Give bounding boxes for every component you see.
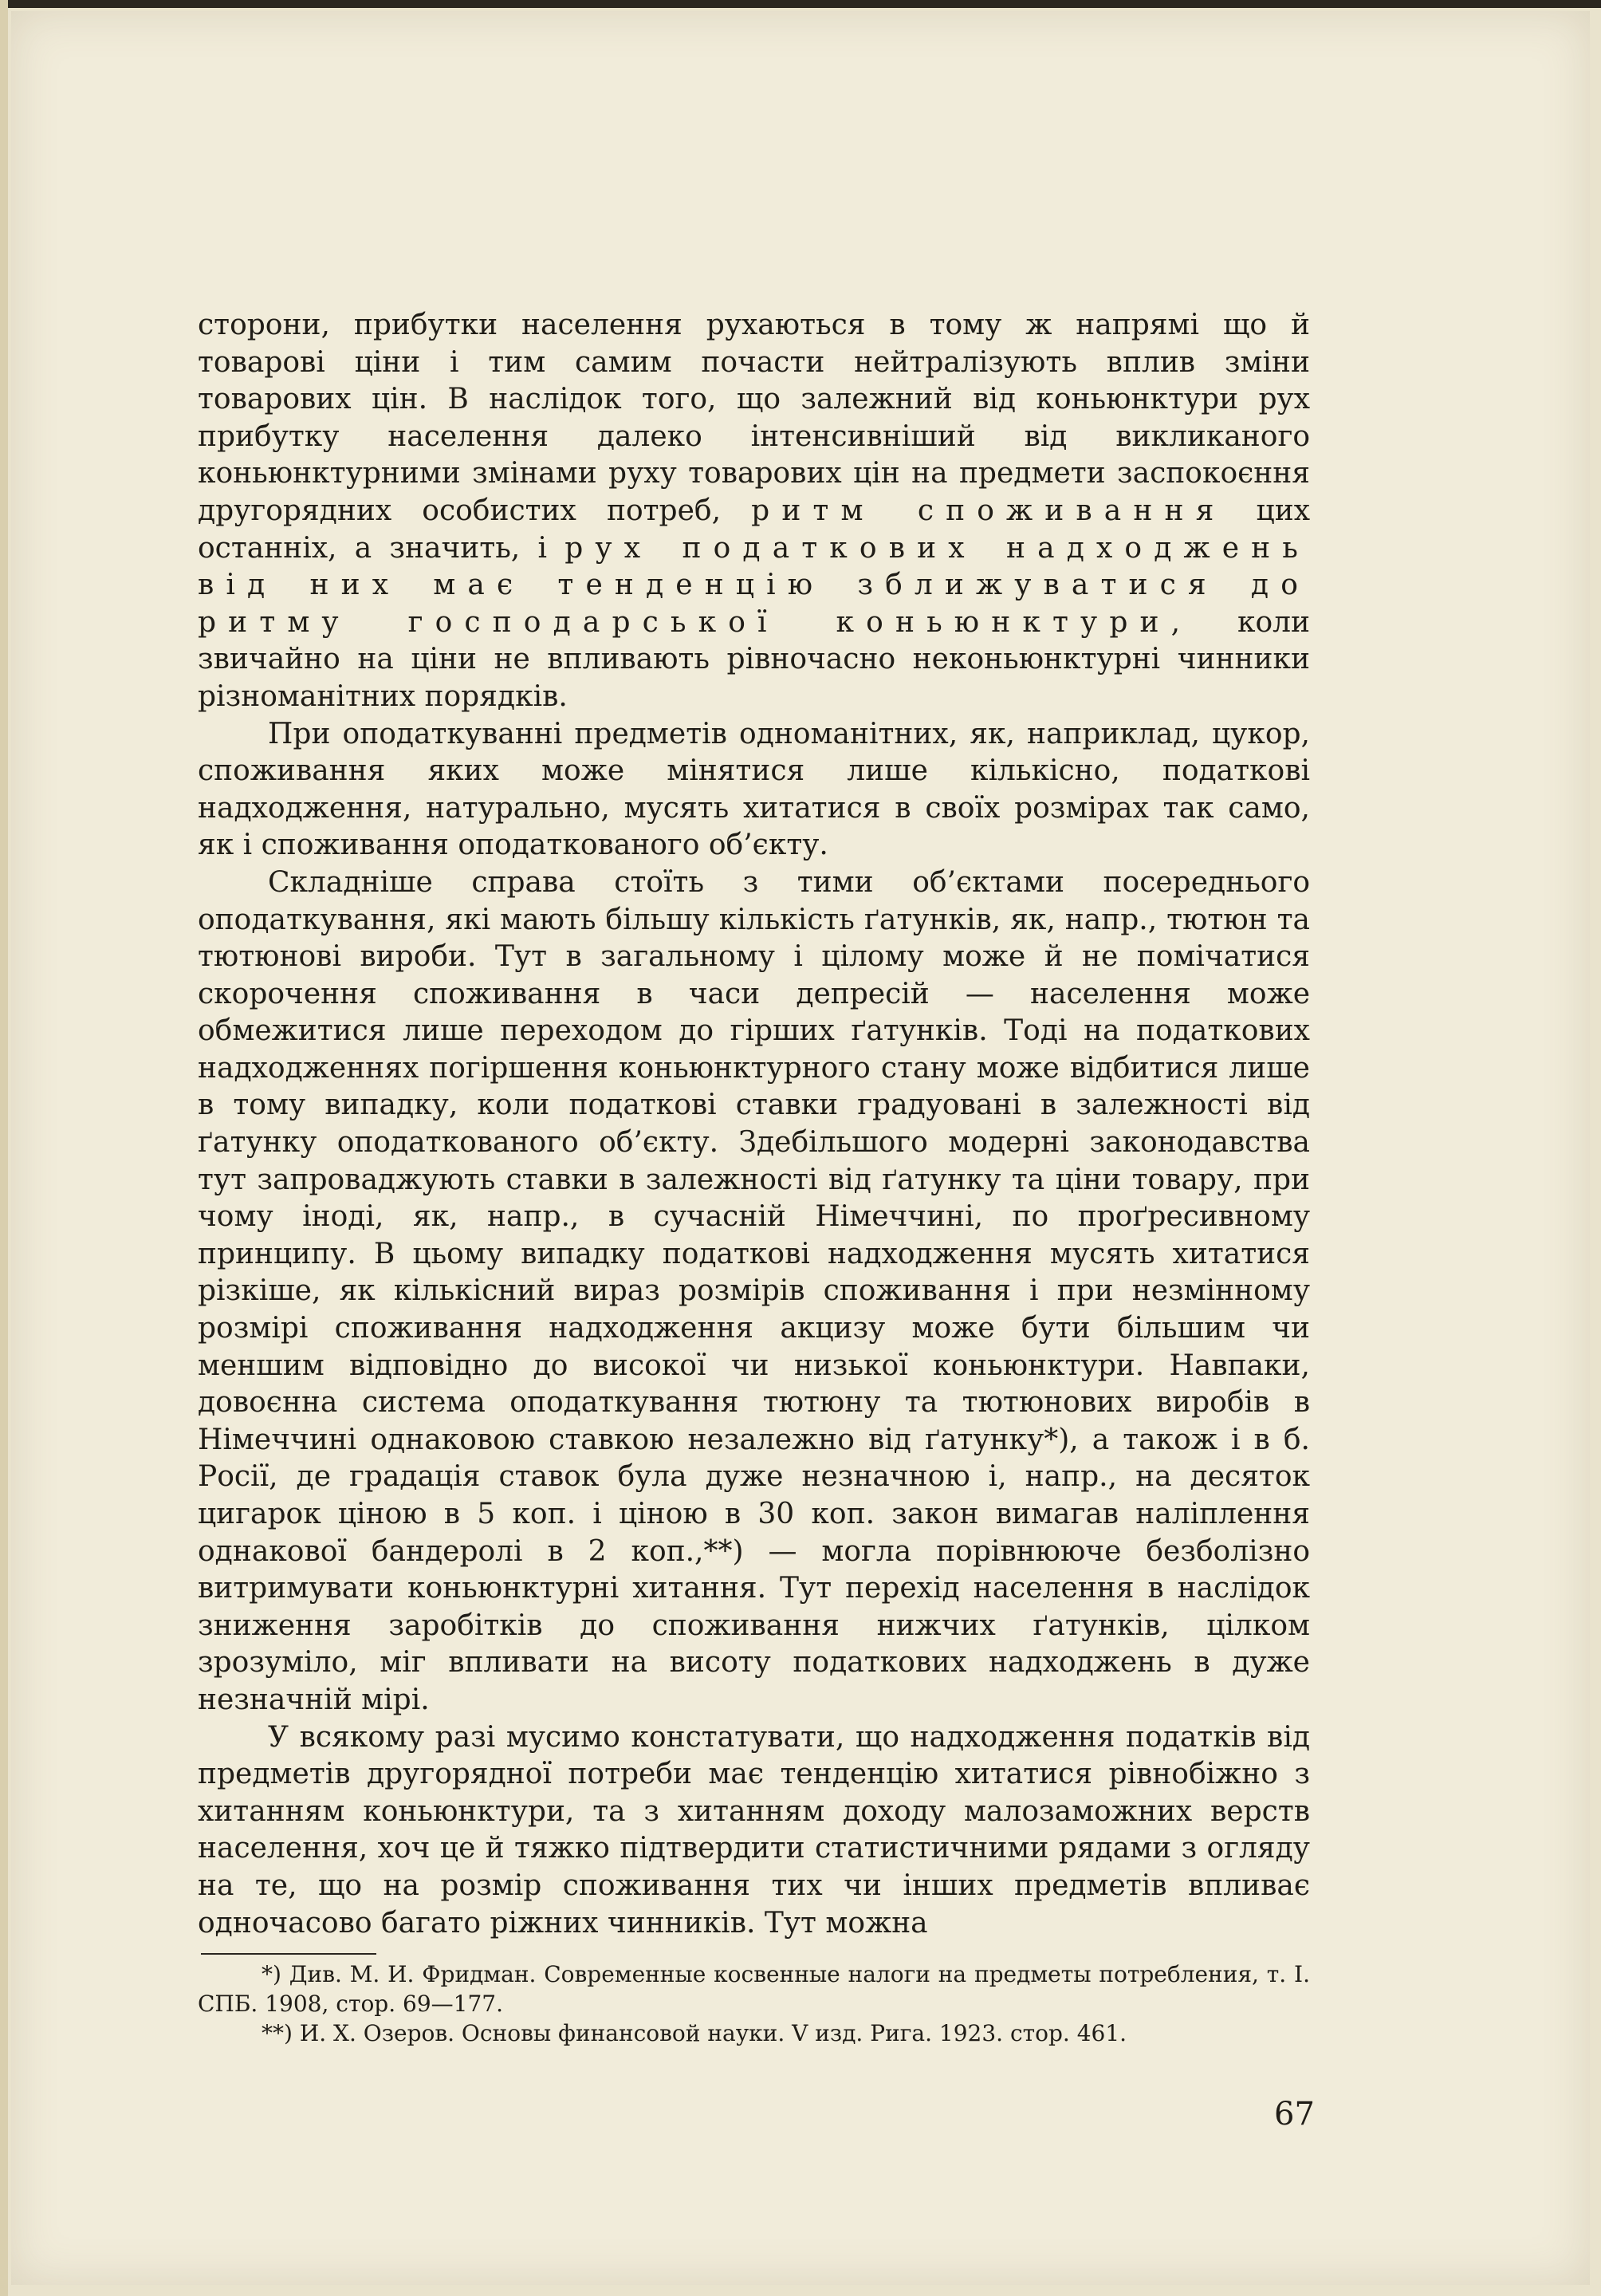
scan-left-edge bbox=[0, 0, 8, 2296]
scan-top-edge bbox=[0, 0, 1601, 8]
footnotes bbox=[198, 1953, 1310, 2048]
spaced-emphasis: ритм споживання bbox=[751, 494, 1226, 527]
paragraph-2: При оподаткуванні предметів одноманітних, як, наприклад, цукор, споживання яких може мінятися лише кількісно, податкові надходження, натурально, мусять хитатися в своїх розмірах так само, як і споживання оподаткованого об’єкту. bbox=[198, 717, 1310, 862]
page-number: 67 bbox=[1274, 2096, 1315, 2133]
paragraph-4: У всякому разі мусимо констатувати, що надходження податків від предметів другорядної потреби має тенденцію хитатися рівнобіжно з хитанням коньюнктури, та з хитанням доходу малозаможних верств населення, хоч це й тяжко підтвердити статистичними рядами з огляду на те, що на розмір споживання тих чи інших предметів впливає одночасово багато ріжних чинників. Тут можна bbox=[198, 1720, 1310, 1940]
paragraph-1: сторони, прибутки населення рухаються в тому ж напрямі що й товарові ціни і тим самим почасти нейтралізують вплив зміни товарових цін. В наслідок того, що залежний від коньюнктури рух прибутку населення далеко інтенсивніший від викликаного коньюнктурними змінами руху товарових цін на предмети заспокоєння другорядних особистих потреб, ритм споживання цих останніх, а значить, і рух податкових надходжень від них має тенденцію зближуватися до ритму господарської коньюнктури, коли звичайно на ціни не впливають рівночасно неконьюнктурні чинники різноманітних порядків. bbox=[198, 309, 1311, 713]
footnote-1: *) Див. М. И. Фридман. Современные косвенные налоги на предметы потребления, т. I. СПБ. 1908, стор. 69—177. bbox=[198, 1961, 1310, 2017]
footnote-rule bbox=[201, 1953, 376, 1955]
footnote-2: **) И. Х. Озеров. Основы финансовой науки. V изд. Рига. 1923. стор. 461. bbox=[262, 2020, 1127, 2046]
paragraph-3: Складніше справа стоїть з тими об’єктами посереднього оподаткування, які мають більшу кількість ґатунків, як, напр., тютюн та тютюнові вироби. Тут в загальному і цілому може й не помічатися скорочення споживання в часи депресій — населення може обмежитися лише переходом до гірших ґатунків. Тоді на податкових надходженнях погіршення коньюнктурного стану може відбитися лише в тому випадку, коли податкові ставки градуовані в залежності від ґатунку оподаткованого об’єкту. Здебільшого модерні законодавства тут запроваджують ставки в залежності від ґатунку та ціни товару, при чому іноді, як, напр., в сучасній Німеччині, по проґресивному принципу. В цьому випадку податкові надходження мусять хитатися різкіше, як кількісний вираз розмірів споживання і при незмінному розмірі споживання надходження акцизу може бути більшим чи меншим відповідно до високої чи низької коньюнктури. Навпаки, довоєнна система оподаткування тютюну та тютюнових виробів в Німеччині однаковою ставкою незалежно від ґатунку*), а також і в б. Росії, де градація ставок була дуже незначною і, напр., на десяток цигарок ціною в 5 коп. і ціною в 30 коп. закон вимагав наліплення однакової бандеролі в 2 коп.,**) — могла порівнююче безболізно витримувати коньюнктурні хитання. Тут перехід населення в наслідок зниження заробітків до споживання нижчих ґатунків, цілком зрозуміло, міг впливати на висоту податкових надходжень в дуже незначній мірі. bbox=[198, 865, 1310, 1716]
spaced-emphasis: рух податкових надходжень від них має тенденцію зближуватися до ритму господарської коньюнктури, bbox=[198, 531, 1310, 639]
main-text bbox=[198, 307, 1310, 1942]
